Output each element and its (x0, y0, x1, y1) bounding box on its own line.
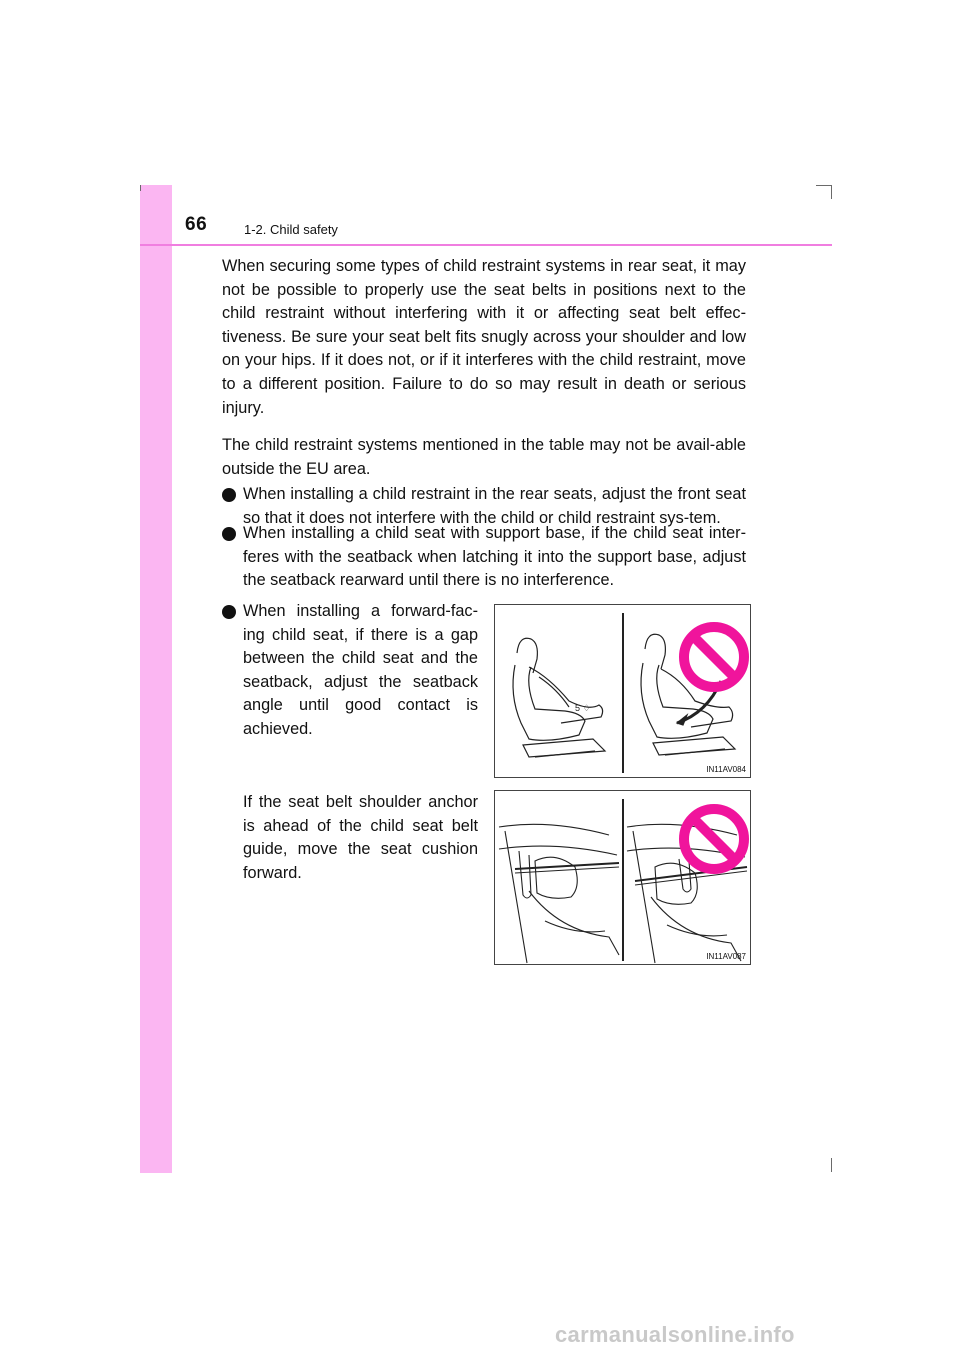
header-rule (140, 244, 832, 246)
figure-shoulder-anchor (494, 790, 751, 965)
paragraph-text: When securing some types of child restraint systems in rear seat, it may not be possible to properly use the seat belts in positions next to the child restraint without interfering with it or affecting seat belt effec-tiveness. Be sure your seat belt fits snugly across your shoulder and low on your hips. If it does not, or if it interferes with the child restraint, move to a different position. Failure to do so may result in death or serious injury. (222, 257, 746, 417)
crop-mark-top-left (140, 185, 141, 191)
bullet-icon (222, 605, 236, 619)
bullet-icon (222, 488, 236, 502)
prohibition-icon (684, 809, 744, 869)
paragraph-seat-belt-warning (222, 255, 746, 420)
crop-mark-top-right (816, 185, 832, 186)
crop-mark-top-right-v (831, 185, 832, 199)
figure-seatback-angle (494, 604, 751, 778)
paragraph-text: The child restraint systems mentioned in the table may not be avail-able outside the EU area. (222, 436, 746, 478)
figure-code: IN11AV084 (706, 765, 746, 774)
crop-mark-bottom-right (831, 1158, 832, 1172)
site-watermark: carmanualsonline.info (555, 1322, 795, 1347)
seat-belt-anchor-note: If the seat belt shoulder anchor is ahead of the child seat belt guide, move the seat cushion forward. (243, 793, 478, 882)
bullet-icon (222, 527, 236, 541)
bullet-text: When installing a forward-fac-ing child seat, if there is a gap between the child seat and the seatback, adjust the seatback angle until good contact is achieved. (243, 602, 478, 738)
svg-text:5 ♢: 5 ♢ (575, 703, 591, 713)
page-number: 66 (185, 214, 208, 235)
seat-illustration (495, 605, 750, 777)
section-title: 1-2. Child safety (244, 222, 338, 237)
bullet-text: When installing a child seat with support base, if the child seat inter-feres with the seatback when latching it into the support base, adjust the seatback rearward until there is no interference. (243, 524, 746, 590)
bullet-text: When installing a child restraint in the rear seats, adjust the front seat so that it does not interfere with the child or child restraint sys-tem. (243, 485, 746, 527)
car-interior-illustration (495, 791, 750, 964)
pink-margin-band (140, 185, 172, 1173)
paragraph-eu-availability (222, 434, 746, 481)
prohibition-icon (684, 627, 744, 687)
figure-code: IN11AV087 (706, 952, 746, 961)
